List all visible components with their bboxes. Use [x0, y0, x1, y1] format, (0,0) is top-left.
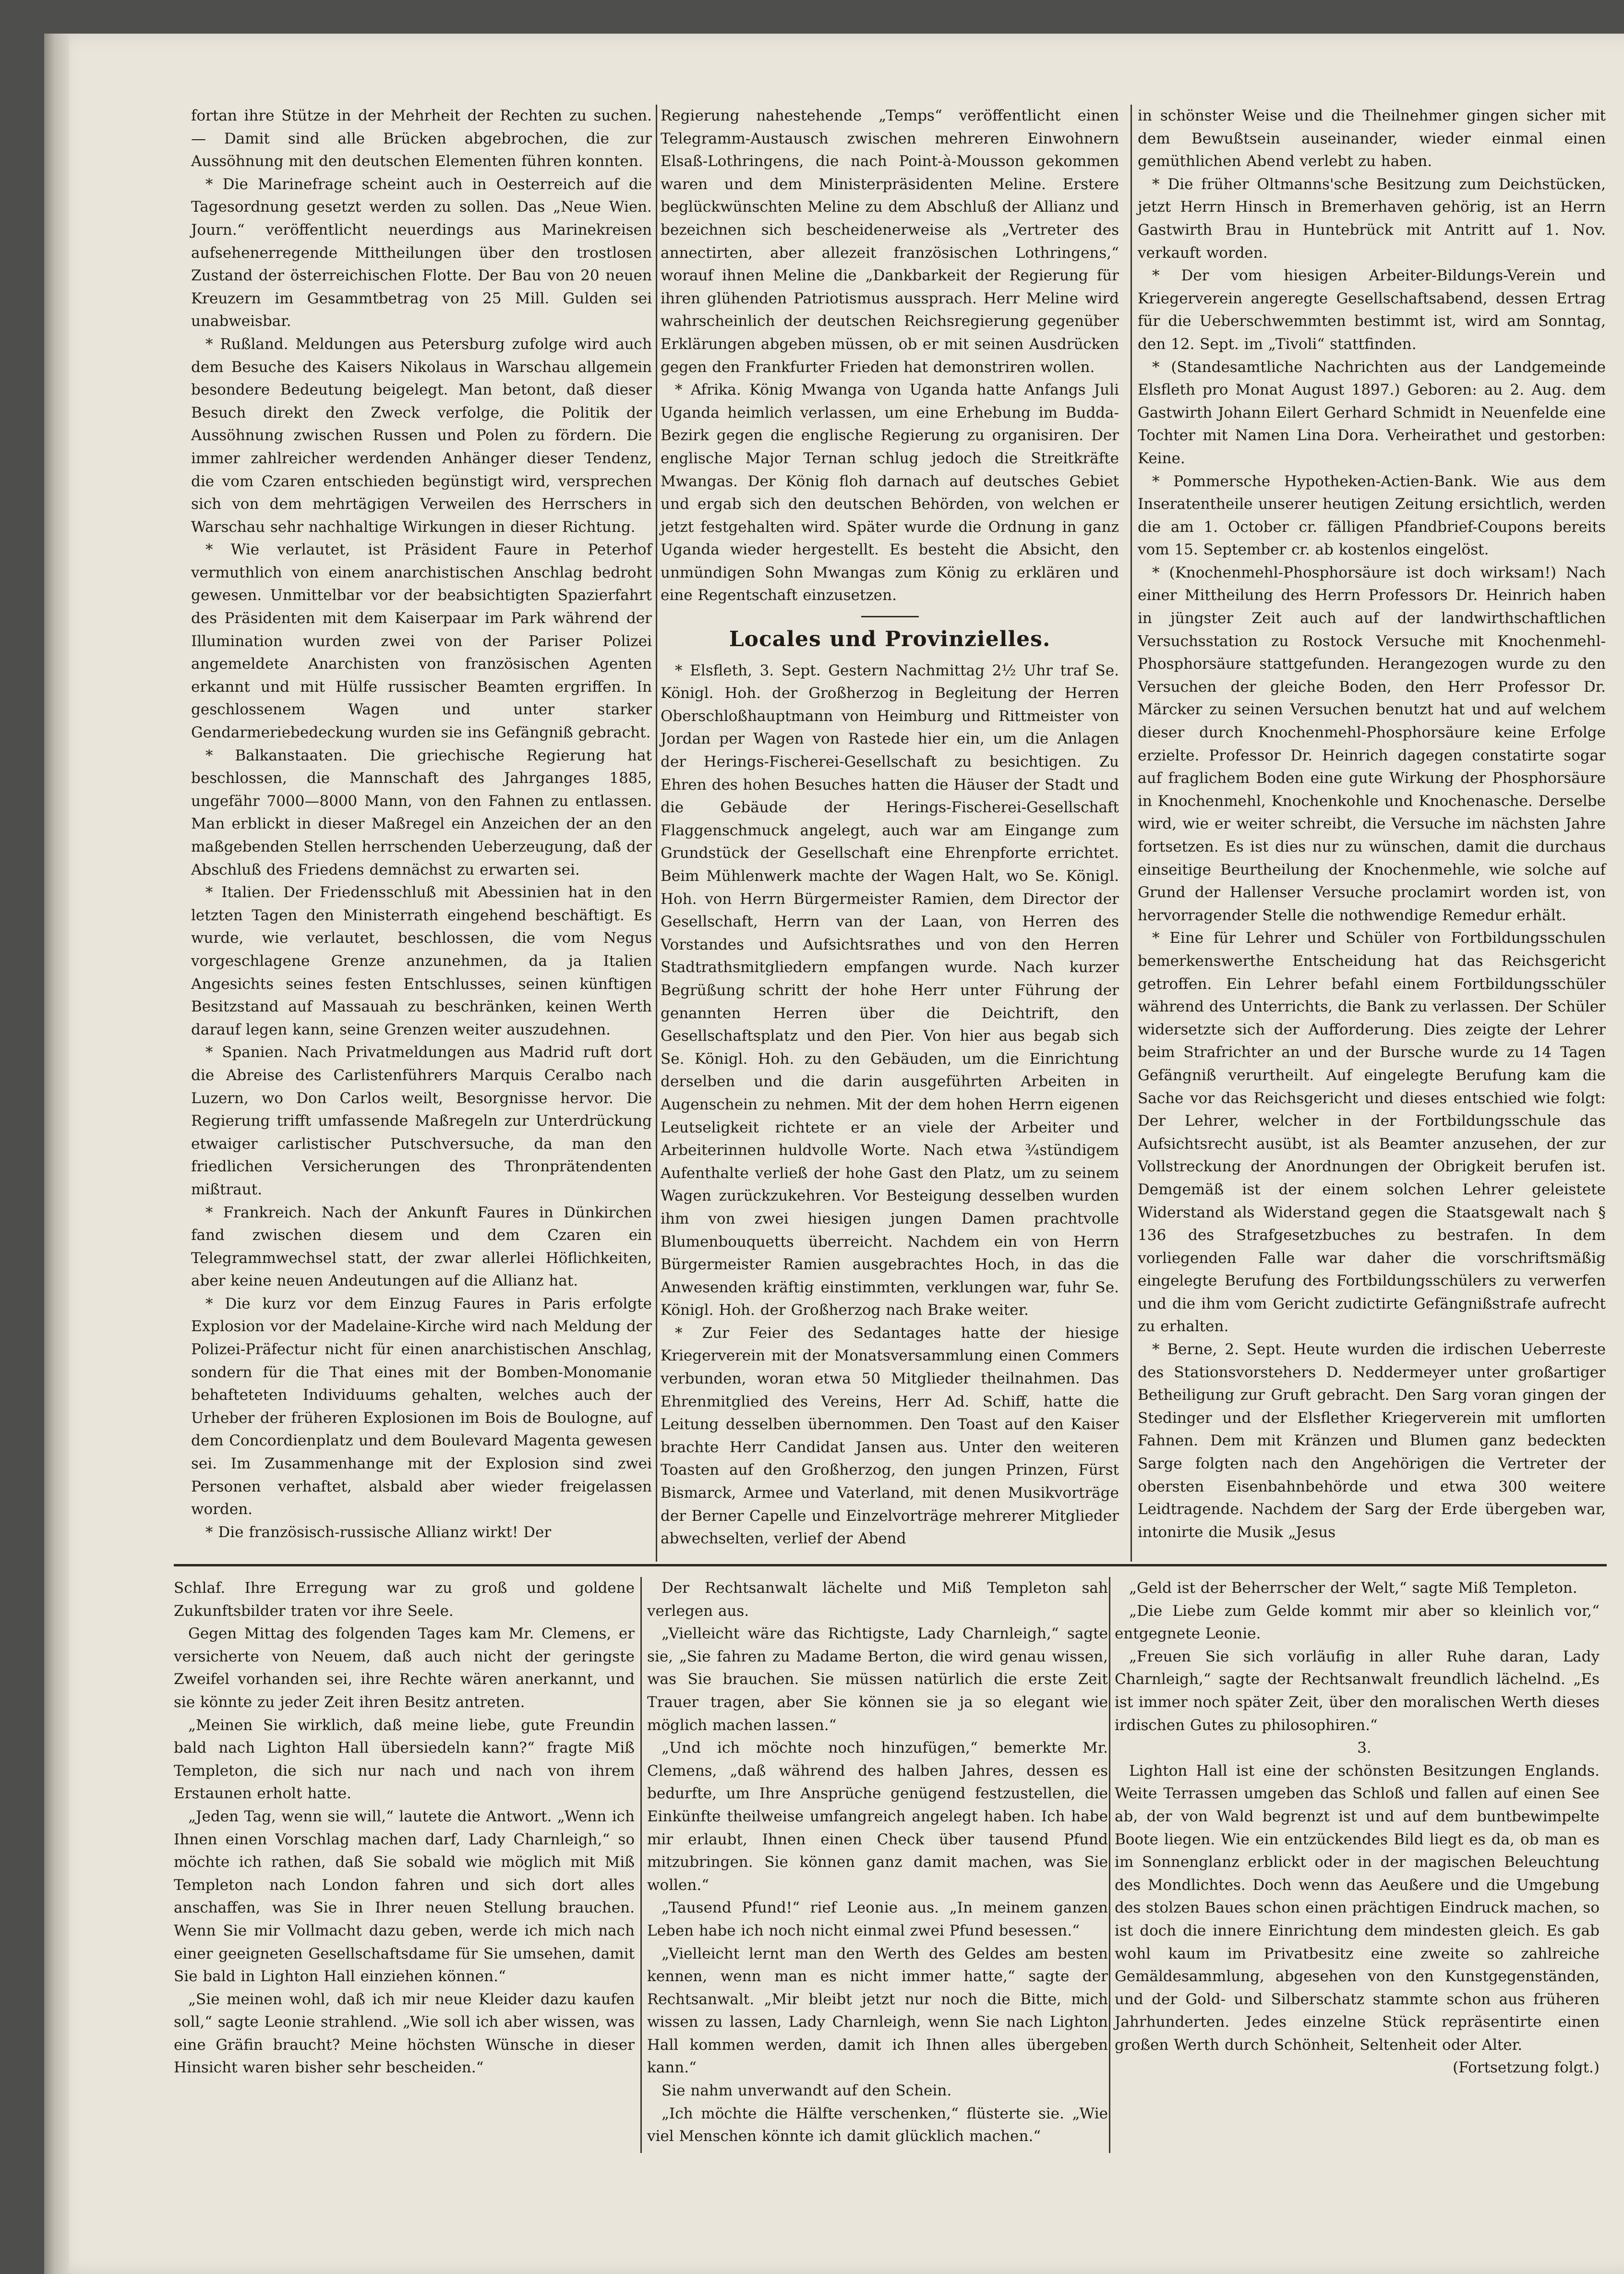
- chapter-number: 3.: [1357, 1739, 1371, 1757]
- paragraph: * Berne, 2. Sept. Heute wurden die irdischen Ueberreste des Stationsvorstehers D. Neddermeyer unter großartiger Betheiligung zur Gruft gebracht. Den Sarg voran gingen der Stedinger und der Elsflether Kriegerverein mit umflorten Fahnen. Dem mit Kränzen und Blumen ganz bedeckten Sarge folgten nach den Angehörigen die Vertreter der obersten Eisenbahnbehörde und etwa 300 weitere Leidtragende. Nachdem der Sarg der Erde übergeben war, intonirte die Musik „Jesus: [1138, 1341, 1606, 1541]
- feuilleton-column-1: [174, 1577, 635, 2080]
- paragraph: * Pommersche Hypotheken-Actien-Bank. Wie aus dem Inseratentheile unserer heutigen Zeitung ersichtlich, werden die am 1. October cr. fälligen Pfandbrief-Coupons bereits vom 15. September cr. ab kostenlos eingelöst.: [1138, 472, 1606, 559]
- paragraph: Sie nahm unverwandt auf den Schein.: [662, 2082, 952, 2100]
- paragraph: * Frankreich. Nach der Ankunft Faures in Dünkirchen fand zwischen diesem und dem Czaren ein Telegrammwechsel statt, der zwar allerlei Höflichkeiten, aber keine neuen Andeutungen auf die Allianz hat.: [191, 1203, 652, 1290]
- column-divider: [1109, 1577, 1110, 2153]
- paragraph: Gegen Mittag des folgenden Tages kam Mr. Clemens, er versicherte von Neuem, daß auch nicht der geringste Zweifel vorhanden sei, ihre Rechte wären anerkannt, und sie könnte zu jeder Zeit ihren Besitz antreten.: [174, 1625, 635, 1711]
- paragraph: * Rußland. Meldungen aus Petersburg zufolge wird auch dem Besuche des Kaisers Nikolaus in Warschau allgemein besondere Bedeutung beigelegt. Man betont, daß dieser Besuch direkt den Zweck verfolge, die Politik der Aussöhnung zwischen Russen und Polen zu fördern. Die immer zahlreicher werdenden Anhänger dieser Tendenz, die vom Czaren entschieden begünstigt wird, versprechen sich von dem mehrtägigen Verweilen des Herrschers in Warschau sehr nachhaltige Wirkungen in dieser Richtung.: [191, 335, 652, 536]
- paragraph: * Wie verlautet, ist Präsident Faure in Peterhof vermuthlich von einem anarchistischen Anschlag bedroht gewesen. Unmittelbar vor der beabsichtigten Spazierfahrt des Präsidenten mit dem Kaiserpaar im Park während der Illumination wurden zwei von der Pariser Polizei angemeldete Anarchisten von französischen Agenten erkannt und mit Hülfe russischer Beamten ergriffen. In geschlossenem Wagen und unter starker Gendarmeriebedeckung wurden sie ins Gefängniß gebracht.: [191, 541, 652, 742]
- column-3: [1138, 105, 1606, 1544]
- continuation-note: (Fortsetzung folgt.): [1453, 2059, 1600, 2077]
- paragraph: * Spanien. Nach Privatmeldungen aus Madrid ruft dort die Abreise des Carlistenführers Marquis Ceralbo nach Luzern, wo Don Carlos weilt, Besorgnisse hervor. Die Regierung trifft umfassende Maßregeln zur Unterdrückung etwaiger carlistischer Putschversuche, da man den friedlichen Versicherungen des Thronprätendenten mißtraut.: [191, 1044, 652, 1198]
- column-divider: [1131, 105, 1132, 1562]
- paragraph: „Meinen Sie wirklich, daß meine liebe, gute Freundin bald nach Lighton Hall übersiedeln kann?“ fragte Miß Templeton, die sich nur nach und nach von ihrem Erstaunen erholt hatte.: [174, 1716, 635, 1803]
- paragraph: * Die kurz vor dem Einzug Faures in Paris erfolgte Explosion vor der Madelaine-Kirche wird nach Meldung der Polizei-Präfectur nicht für einen anarchistischen Anschlag, sondern für die That eines mit der Bomben-Monomanie behafteteten Individuums gehalten, welches auch der Urheber der früheren Explosionen im Bois de Boulogne, auf dem Concordienplatz und dem Boulevard Magenta gewesen sei. Im Zusammenhange mit der Explosion sind zwei Personen verhaftet, alsbald aber wieder freigelassen worden.: [191, 1295, 652, 1518]
- section-heading: Locales und Provinzielles.: [729, 627, 1051, 652]
- paragraph: „Ich möchte die Hälfte verschenken,“ flüsterte sie. „Wie viel Menschen könnte ich damit glücklich machen.“: [647, 2105, 1108, 2145]
- feuilleton-column-2: [647, 1577, 1108, 2148]
- paragraph: * Elsfleth, 3. Sept. Gestern Nachmittag 2½ Uhr traf Se. Königl. Hoh. der Großherzog in Begleitung der Herren Oberschloßhauptmann von Heimburg und Rittmeister von Jordan per Wagen von Rastede hier ein, um die Anlagen der Herings-Fischerei-Gesellschaft zu besichtigen. Zu Ehren des hohen Besuches hatten die Häuser der Stadt und die Gebäude der Herings-Fischerei-Gesellschaft Flaggenschmuck angelegt, auch war am Eingange zum Grundstück der Gesellschaft eine Ehrenpforte errichtet. Beim Mühlenwerk machte der Wagen Halt, wo Se. Königl. Hoh. von Herrn Bürgermeister Ramien, dem Director der Gesellschaft, Herrn van der Laan, von Herren des Vorstandes und Aufsichtsrathes und von den Herren Stadtrathsmitgliedern empfangen wurde. Nach kurzer Begrüßung schritt der hohe Herr unter Führung der genannten Herren über die Deichtrift, den Gesellschaftsplatz und den Pier. Von hier aus begab sich Se. Königl. Hoh. zu den Gebäuden, um die Einrichtung derselben und die darin ausgeführten Arbeiten in Augenschein zu nehmen. Mit der dem hohen Herrn eigenen Leutseligkeit richtete er an viele der Arbeiter und Arbeiterinnen huldvolle Worte. Nach etwa ¾stündigem Aufenthalte verließ der hohe Gast den Platz, um zu seinem Wagen zurückzukehren. Vor Besteigung desselben wurden ihm von zwei hiesigen jungen Damen prachtvolle Blumenbouquetts überreicht. Nachdem ein von Herrn Bürgermeister Ramien ausgebrachtes Hoch, in das die Anwesenden kräftig einstimmten, verklungen war, fuhr Se. Königl. Hoh. der Großherzog nach Brake weiter.: [661, 662, 1119, 1319]
- paragraph: * Afrika. König Mwanga von Uganda hatte Anfangs Juli Uganda heimlich verlassen, um eine Erhebung im Budda-Bezirk gegen die englische Regierung zu organisiren. Der englische Major Ternan schlug jedoch die Streitkräfte Mwangas. Der König floh darnach auf deutsches Gebiet und ergab sich den deutschen Behörden, von welchen er jetzt festgehalten wird. Später wurde die Ordnung in ganz Uganda wieder hergestellt. Es besteht die Absicht, den unmündigen Sohn Mwangas zum König zu erklären und eine Regentschaft einzusetzen.: [661, 381, 1119, 604]
- paragraph: * Die französisch-russische Allianz wirkt! Der: [205, 1523, 552, 1541]
- paragraph: „Freuen Sie sich vorläufig in aller Ruhe daran, Lady Charnleigh,“ sagte der Rechtsanwalt freundlich lächelnd. „Es ist immer noch später Zeit, über den moralischen Werth dieses irdischen Gutes zu philosophiren.“: [1115, 1648, 1600, 1734]
- paragraph: „Vielleicht wäre das Richtigste, Lady Charnleigh,“ sagte sie, „Sie fahren zu Madame Berton, die wird genau wissen, was Sie brauchen. Sie müssen natürlich die erste Zeit Trauer tragen, aber Sie können sie ja so elegant wie möglich machen lassen.“: [647, 1625, 1108, 1734]
- paragraph: * (Knochenmehl-Phosphorsäure ist doch wirksam!) Nach einer Mittheilung des Herrn Professors Dr. Heinrich haben in jüngster Zeit auch auf der landwirthschaftlichen Versuchsstation zu Rostock Versuche mit Knochenmehl-Phosphorsäure stattgefunden. Herangezogen wurde zu den Versuchen der gleiche Boden, den Herr Professor Dr. Märcker zu seinen Versuchen benutzt hat und auf welchem dieser durch Knochenmehl-Phosphorsäure keine Erfolge erzielte. Professor Dr. Heinrich dagegen constatirte sogar auf fraglichem Boden eine gute Wirkung der Phosphorsäure in Knochenmehl, Knochenkohle und Knochenasche. Derselbe wird, wie er weiter schreibt, die Versuche im nächsten Jahre fortsetzen. Es ist dies nur zu wünschen, damit die durchaus einseitige Beurtheilung der Knochenmehle, wie solche auf Grund der Hallenser Versuche proclamirt worden ist, von hervorragender Stelle die nothwendige Remedur erhält.: [1138, 564, 1606, 924]
- paragraph: Schlaf. Ihre Erregung war zu groß und goldene Zukunftsbilder traten vor ihre Seele.: [174, 1579, 635, 1620]
- paragraph: Der Rechtsanwalt lächelte und Miß Templeton sah verlegen aus.: [647, 1579, 1108, 1620]
- page-binding-edge: [44, 34, 69, 2274]
- paragraph: „Sie meinen wohl, daß ich mir neue Kleider dazu kaufen soll,“ sagte Leonie strahlend. „Wie soll ich aber wissen, was eine Gräfin braucht? Meine höchsten Wünsche in dieser Hinsicht waren bisher sehr bescheiden.“: [174, 1990, 635, 2077]
- paragraph: * Die früher Oltmanns'sche Besitzung zum Deichstücken, jetzt Herrn Hinsch in Bremerhaven gehörig, ist an Herrn Gastwirth Brau in Huntebrück mit Antritt auf 1. Nov. verkauft worden.: [1138, 175, 1606, 262]
- paragraph: „Und ich möchte noch hinzufügen,“ bemerkte Mr. Clemens, „daß während des halben Jahres, dessen es bedurfte, um Ihre Ansprüche genügend festzustellen, die Einkünfte theilweise umfangreich angelegt haben. Ich habe mir erlaubt, Ihnen einen Check über tausend Pfund mitzubringen. Sie können ganz damit machen, was Sie wollen.“: [647, 1739, 1108, 1894]
- paragraph: „Vielleicht lernt man den Werth des Geldes am besten kennen, wenn man es nicht immer hatte,“ sagte der Rechtsanwalt. „Mir bleibt jetzt nur noch die Bitte, mich wissen zu lassen, Lady Charnleigh, wenn Sie nach Lighton Hall kommen werden, damit ich Ihnen alles übergeben kann.“: [647, 1945, 1108, 2077]
- paragraph: * Balkanstaaten. Die griechische Regierung hat beschlossen, die Mannschaft des Jahrganges 1885, ungefähr 7000—8000 Mann, von den Fahnen zu entlassen. Man erblickt in dieser Maßregel ein Anzeichen der an den maßgebenden Stellen herrschenden Ueberzeugung, daß der Abschluß des Friedens demnächst zu erwarten sei.: [191, 746, 652, 878]
- paragraph: „Jeden Tag, wenn sie will,“ lautete die Antwort. „Wenn ich Ihnen einen Vorschlag machen darf, Lady Charnleigh,“ so möchte ich rathen, daß Sie sobald wie möglich mit Miß Templeton nach London fahren und sich dort alles anschaffen, was Sie in Ihrer neuen Stellung brauchen. Wenn Sie mir Vollmacht dazu geben, werde ich mich nach einer geeigneten Gesellschaftsdame für Sie umsehen, damit Sie bald in Lighton Hall einziehen können.“: [174, 1807, 635, 1985]
- paragraph: * Die Marinefrage scheint auch in Oesterreich auf die Tagesordnung gesetzt werden zu sollen. Das „Neue Wien. Journ.“ veröffentlicht neuerdings aus Marinekreisen aufsehenerregende Mittheilungen über den trostlosen Zustand der österreichischen Flotte. Der Bau von 20 neuen Kreuzern im Gesammtbetrag von 25 Mill. Gulden sei unabweisbar.: [191, 175, 652, 330]
- column-divider: [640, 1577, 642, 2153]
- paragraph: * (Standesamtliche Nachrichten aus der Landgemeinde Elsfleth pro Monat August 1897.) Geboren: au 2. Aug. dem Gastwirth Johann Eilert Gerhard Schmidt in Neuenfelde eine Tochter mit Namen Lina Dora. Verheirathet und gestorben: Keine.: [1138, 358, 1606, 467]
- column-1: [191, 105, 652, 1544]
- paragraph: Regierung nahestehende „Temps“ veröffentlicht einen Telegramm-Austausch zwischen mehreren Einwohnern Elsaß-Lothringens, die nach Point-à-Mousson gekommen waren und dem Ministerpräsidenten Meline. Erstere beglückwünschten Meline zu dem Abschluß der Allianz und bezeichnen sich bescheidenerweise als „Vertreter des annectirten, aber allezeit französischen Lothringens,“ worauf ihnen Meline die „Dankbarkeit der Regierung für ihren glühenden Patriotismus aussprach. Herr Meline wird wahrscheinlich der deutschen Reichsregierung gegenüber Erklärungen abgeben müssen, ob er mit seinen Ausdrücken gegen den Frankfurter Frieden hat demonstriren wollen.: [661, 107, 1119, 376]
- paragraph: in schönster Weise und die Theilnehmer gingen sicher mit dem Bewußtsein auseinander, wieder einmal einen gemüthlichen Abend verlebt zu haben.: [1138, 107, 1606, 170]
- feuilleton-column-3: [1115, 1577, 1600, 2080]
- paragraph: „Die Liebe zum Gelde kommt mir aber so kleinlich vor,“ entgegnete Leonie.: [1115, 1602, 1600, 1643]
- paragraph: * Zur Feier des Sedantages hatte der hiesige Kriegerverein mit der Monatsversammlung einen Commers verbunden, woran etwa 50 Mitglieder theilnahmen. Das Ehrenmitglied des Vereins, Herr Ad. Schiff, hatte die Leitung desselben übernommen. Den Toast auf den Kaiser brachte Herr Candidat Jansen aus. Unter den weiteren Toasten auf den Großherzog, den jungen Prinzen, Fürst Bismarck, Armee und Vaterland, mit denen Musikvorträge der Berner Capelle und Einzelvorträge mehrerer Mitglieder abwechselten, verlief der Abend: [661, 1324, 1119, 1548]
- paragraph: fortan ihre Stütze in der Mehrheit der Rechten zu suchen. — Damit sind alle Brücken abgebrochen, die zur Aussöhnung mit den deutschen Elementen führen konnten.: [191, 107, 652, 170]
- paragraph: * Italien. Der Friedensschluß mit Abessinien hat in den letzten Tagen den Ministerrath eingehend beschäftigt. Es wurde, wie verlautet, beschlossen, die vom Negus vorgeschlagene Grenze anzunehmen, da ja Italien Angesichts seines festen Entschlusses, seinen künftigen Besitzstand auf Massauah zu beschränken, keinen Werth darauf legen kann, seine Grenzen weiter auszudehnen.: [191, 884, 652, 1038]
- paragraph: * Der vom hiesigen Arbeiter-Bildungs-Verein und Kriegerverein angeregte Gesellschaftsabend, dessen Ertrag für die Ueberschwemmten bestimmt ist, wird am Sonntag, den 12. Sept. im „Tivoli“ stattfinden.: [1138, 267, 1606, 353]
- section-separator: [861, 616, 919, 617]
- feuilleton-rule: [174, 1564, 1607, 1566]
- column-divider: [656, 105, 657, 1562]
- paragraph: „Geld ist der Beherrscher der Welt,“ sagte Miß Templeton.: [1129, 1579, 1577, 1597]
- paragraph: * Eine für Lehrer und Schüler von Fortbildungsschulen bemerkenswerthe Entscheidung hat das Reichsgericht getroffen. Ein Lehrer befahl einem Fortbildungsschüler während des Unterrichts, die Bank zu verlassen. Der Schüler widersetzte sich der Aufforderung. Dies zeigte der Lehrer beim Strafrichter an und der Bursche wurde zu 14 Tagen Gefängniß verurtheilt. Auf eingelegte Berufung kam die Sache vor das Reichsgericht und dieses entschied wie folgt: Der Lehrer, welcher in der Fortbildungsschule das Aufsichtsrecht ausübt, ist als Beamter anzusehen, der zur Vollstreckung der Anordnungen der Obrigkeit berufen ist. Demgemäß ist der einem solchen Lehrer geleistete Widerstand als Widerstand gegen die Staatsgewalt nach § 136 des Strafgesetzbuches zu bestrafen. In dem vorliegenden Falle war daher die vorschriftsmäßig eingelegte Berufung des Fortbildungsschülers zu verwerfen und die ihm vom Gericht zudictirte Gefängnißstrafe aufrecht zu erhalten.: [1138, 929, 1606, 1336]
- paragraph: „Tausend Pfund!“ rief Leonie aus. „In meinem ganzen Leben habe ich noch nicht einmal zwei Pfund besessen.“: [647, 1899, 1108, 1939]
- column-2: [661, 105, 1119, 1551]
- paragraph: Lighton Hall ist eine der schönsten Besitzungen Englands. Weite Terrassen umgeben das Schloß und fallen auf einen See ab, der von Wald begrenzt ist und auf dem buntbewimpelte Boote liegen. Wie ein entzückendes Bild liegt es da, ob man es im Sonnenglanz erblickt oder in der magischen Beleuchtung des Mondlichtes. Doch wenn das Aeußere und die Umgebung des stolzen Baues schon einen prächtigen Eindruck machen, so ist doch die innere Einrichtung dem mindesten gleich. Es gab wohl kaum im Privatbesitz eine zweite so zahlreiche Gemäldesammlung, abgesehen von den Kunstgegenständen, und der Gold- und Silberschatz stammte schon aus früheren Jahrhunderten. Jedes einzelne Stück repräsentirte einen großen Werth durch Schönheit, Seltenheit oder Alter.: [1115, 1762, 1600, 2054]
